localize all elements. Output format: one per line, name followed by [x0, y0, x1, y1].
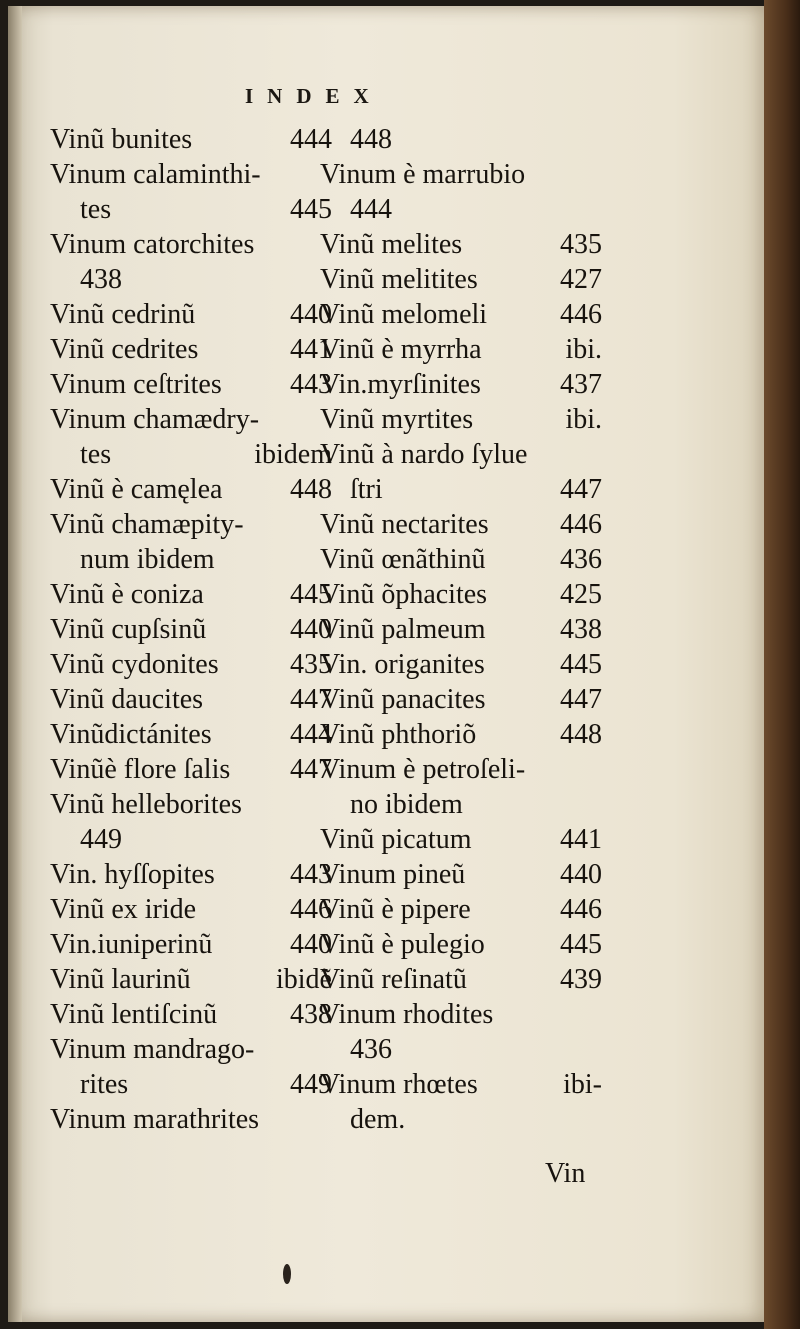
index-entry — [50, 752, 332, 787]
entry-name: Vinũ cupſsinũ — [50, 614, 207, 645]
entry-page-number: 439 — [560, 964, 602, 995]
entry-page-number: 446 — [560, 509, 602, 540]
entry-page-number: 448 — [560, 719, 602, 750]
entry-page-number: ibi- — [563, 1069, 602, 1100]
entry-name: Vinum ceſtrites — [50, 369, 222, 400]
entry-name: num ibidem — [80, 544, 215, 575]
entry-name: Vinum marathrites — [50, 1104, 260, 1135]
index-entry — [320, 297, 602, 332]
index-entry — [50, 227, 332, 262]
entry-name: Vinũ chamæpity- — [50, 509, 244, 540]
index-entry — [320, 507, 602, 542]
entry-name: Vinum rhodites — [320, 999, 494, 1030]
book-cover-edge — [764, 0, 800, 1329]
entry-name: Vinũ myrtites — [320, 404, 474, 435]
entry-page-number: 445 — [560, 649, 602, 680]
index-entry — [320, 192, 602, 227]
catchword: Vin — [545, 1158, 586, 1189]
entry-name: Vinũ cedrinũ — [50, 299, 196, 330]
index-entry — [50, 507, 332, 542]
index-entry — [50, 367, 332, 402]
entry-page-number: 445 — [560, 929, 602, 960]
entry-name: Vinum rhœtes — [320, 1069, 478, 1100]
entry-name: Vinũ cydonites — [50, 649, 219, 680]
index-entry — [320, 122, 602, 157]
entry-page-number: 446 — [560, 894, 602, 925]
index-entry — [50, 1067, 332, 1102]
index-entry — [50, 1102, 332, 1137]
index-entry — [50, 192, 332, 227]
index-entry — [320, 1032, 602, 1067]
index-entry — [320, 262, 602, 297]
index-column-right — [320, 122, 602, 1137]
entry-name: Vinũ õphacites — [320, 579, 488, 610]
index-entry — [320, 157, 602, 192]
entry-name: Vinum calaminthi- — [50, 159, 261, 190]
entry-name: 438 — [80, 264, 122, 295]
entry-page-number: 447 — [290, 754, 332, 785]
index-entry — [50, 297, 332, 332]
index-entry — [50, 1032, 332, 1067]
entry-page-number: 440 — [560, 859, 602, 890]
index-entry — [320, 647, 602, 682]
entry-name: Vinũ daucites — [50, 684, 204, 715]
entry-name: Vinũ è coniza — [50, 579, 204, 610]
index-entry — [50, 612, 332, 647]
entry-name: tes — [80, 439, 112, 470]
index-entry — [320, 892, 602, 927]
entry-name: 444 — [350, 194, 392, 225]
entry-name: Vin. hyſſopites — [50, 859, 215, 890]
entry-name: Vinũ è myrrha — [320, 334, 482, 365]
entry-page-number: 443 — [290, 859, 332, 890]
index-entry — [320, 332, 602, 367]
entry-name: Vinũ melomeli — [320, 299, 488, 330]
entry-page-number: 446 — [290, 894, 332, 925]
entry-name: Vinũ cedrites — [50, 334, 199, 365]
entry-name: Vinũè flore ſalis — [50, 754, 231, 785]
entry-page-number: 441 — [560, 824, 602, 855]
entry-name: Vinũ è pulegio — [320, 929, 485, 960]
entry-name: Vin. origanites — [320, 649, 485, 680]
entry-page-number: 447 — [560, 684, 602, 715]
index-entry — [320, 822, 602, 857]
index-entry — [50, 437, 332, 472]
entry-page-number: 444 — [290, 719, 332, 750]
entry-page-number: 447 — [290, 684, 332, 715]
entry-name: 448 — [350, 124, 392, 155]
entry-page-number: 435 — [560, 229, 602, 260]
entry-page-number: 445 — [290, 579, 332, 610]
entry-name: Vinũ helleborites — [50, 789, 242, 820]
index-entry — [320, 717, 602, 752]
entry-page-number: 446 — [560, 299, 602, 330]
entry-page-number: 436 — [560, 544, 602, 575]
index-entry — [50, 402, 332, 437]
index-entry — [320, 472, 602, 507]
entry-name: Vinum catorchites — [50, 229, 255, 260]
entry-page-number: 449 — [290, 1069, 332, 1100]
entry-name: rites — [80, 1069, 129, 1100]
entry-page-number: 435 — [290, 649, 332, 680]
index-entry — [50, 122, 332, 157]
index-entry — [50, 472, 332, 507]
entry-name: Vinũ phthoriõ — [320, 719, 477, 750]
entry-name: Vinũ palmeum — [320, 614, 486, 645]
index-entry — [320, 437, 602, 472]
index-entry — [50, 682, 332, 717]
index-entry — [320, 752, 602, 787]
entry-page-number: 444 — [290, 124, 332, 155]
index-entry — [50, 822, 332, 857]
entry-name: Vinũ panacites — [320, 684, 486, 715]
entry-page-number: ibidem — [254, 439, 332, 470]
index-entry — [320, 1067, 602, 1102]
entry-name: Vinũ picatum — [320, 824, 472, 855]
ink-mark — [283, 1264, 291, 1284]
index-entry — [320, 402, 602, 437]
entry-page-number: 440 — [290, 929, 332, 960]
entry-page-number: 425 — [560, 579, 602, 610]
entry-name: tes — [80, 194, 112, 225]
entry-page-number: 438 — [560, 614, 602, 645]
index-entry — [320, 612, 602, 647]
entry-name: Vinũ ex iride — [50, 894, 197, 925]
index-entry — [320, 962, 602, 997]
entry-name: Vin.myrſinites — [320, 369, 481, 400]
entry-name: 449 — [80, 824, 122, 855]
entry-page-number: 441 — [290, 334, 332, 365]
entry-name: Vinũ bunites — [50, 124, 193, 155]
index-entry — [50, 892, 332, 927]
index-entry — [320, 682, 602, 717]
entry-name: Vinũ à nardo ſylue — [320, 439, 528, 470]
index-entry — [50, 542, 332, 577]
index-entry — [320, 997, 602, 1032]
index-entry — [320, 542, 602, 577]
page-gutter — [8, 6, 22, 1322]
entry-name: Vinũ nectarites — [320, 509, 489, 540]
entry-name: Vinũdictánites — [50, 719, 212, 750]
index-entry — [50, 962, 332, 997]
index-entry — [50, 577, 332, 612]
entry-name: Vinum pineũ — [320, 859, 466, 890]
index-entry — [50, 857, 332, 892]
index-entry — [320, 927, 602, 962]
entry-name: Vinum chamædry- — [50, 404, 260, 435]
entry-page-number: 427 — [560, 264, 602, 295]
entry-page-number: 438 — [290, 999, 332, 1030]
index-entry — [320, 787, 602, 822]
entry-page-number: 445 — [290, 194, 332, 225]
entry-name: Vinum mandrago- — [50, 1034, 255, 1065]
entry-page-number: 443 — [290, 369, 332, 400]
index-column-left — [50, 122, 332, 1137]
book-page — [8, 6, 764, 1322]
entry-page-number: ibi. — [565, 334, 602, 365]
index-entry — [50, 332, 332, 367]
index-entry — [50, 157, 332, 192]
entry-name: Vinũ reſinatũ — [320, 964, 467, 995]
entry-name: Vinũ è pipere — [320, 894, 471, 925]
entry-name: Vin.iuniperinũ — [50, 929, 213, 960]
entry-page-number: 447 — [560, 474, 602, 505]
entry-name: dem. — [350, 1104, 406, 1135]
index-entry — [320, 577, 602, 612]
entry-name: Vinum è petroſeli- — [320, 754, 526, 785]
index-entry — [50, 997, 332, 1032]
index-entry — [320, 1102, 602, 1137]
index-entry — [50, 927, 332, 962]
index-entry — [50, 717, 332, 752]
index-entry — [50, 787, 332, 822]
page-header: INDEX — [245, 84, 383, 108]
entry-name: no ibidem — [350, 789, 463, 820]
entry-name: Vinũ è camęlea — [50, 474, 223, 505]
entry-name: Vinũ melitites — [320, 264, 478, 295]
entry-page-number: 440 — [290, 299, 332, 330]
entry-name: Vinũ lentiſcinũ — [50, 999, 218, 1030]
entry-name: Vinũ laurinũ — [50, 964, 191, 995]
index-entry — [50, 262, 332, 297]
index-entry — [320, 227, 602, 262]
index-entry — [320, 367, 602, 402]
entry-page-number: ibidẽ — [276, 964, 332, 995]
entry-page-number: 448 — [290, 474, 332, 505]
entry-page-number: 440 — [290, 614, 332, 645]
index-entry — [50, 647, 332, 682]
entry-name: Vinũ œnãthinũ — [320, 544, 486, 575]
entry-name: Vinũ melites — [320, 229, 463, 260]
entry-page-number: 437 — [560, 369, 602, 400]
entry-name: 436 — [350, 1034, 392, 1065]
entry-page-number: ibi. — [565, 404, 602, 435]
entry-name: ſtri — [350, 474, 383, 505]
entry-name: Vinum è marrubio — [320, 159, 526, 190]
index-entry — [320, 857, 602, 892]
